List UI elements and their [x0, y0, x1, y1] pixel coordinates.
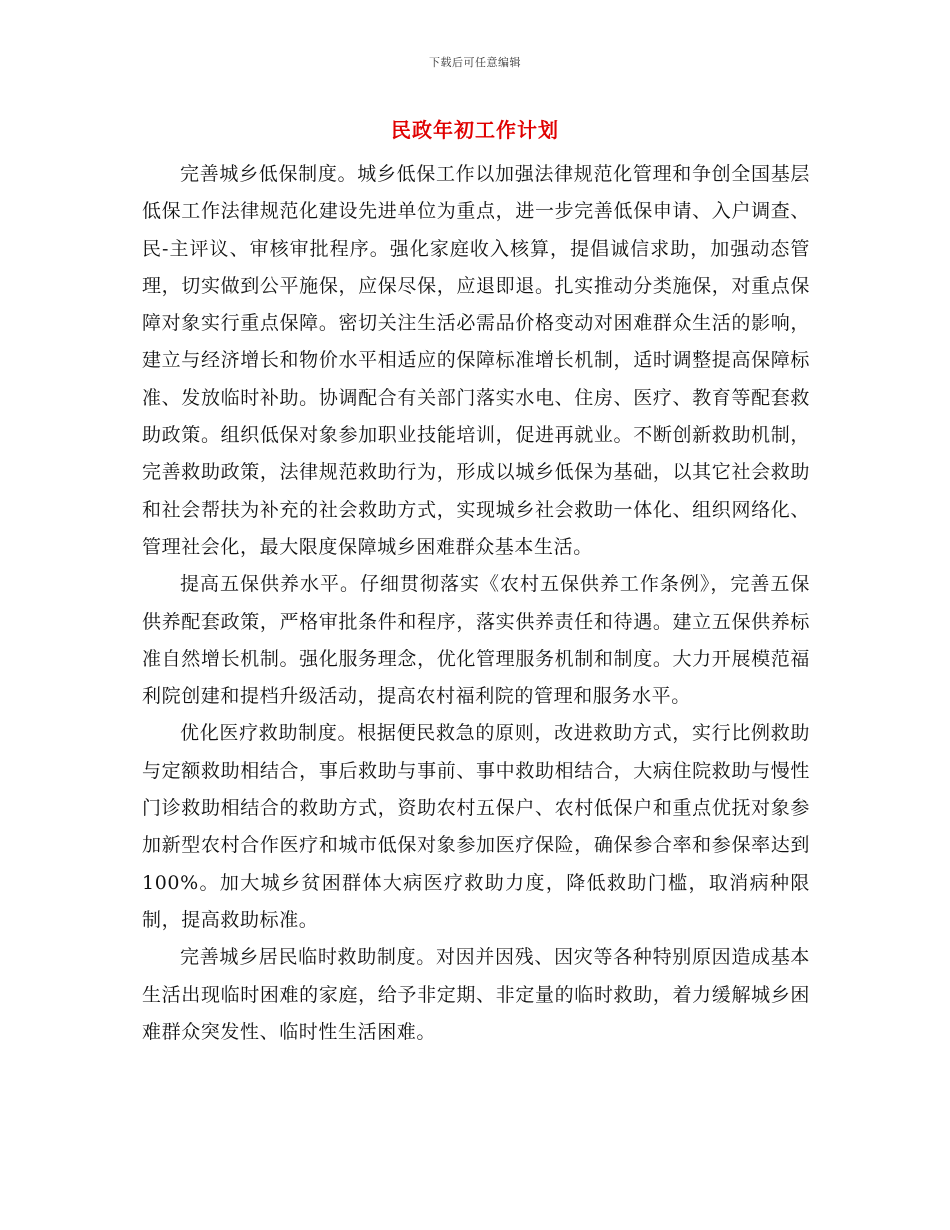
paragraph-rural-urban-subsistence: 完善城乡低保制度。城乡低保工作以加强法律规范化管理和争创全国基层低保工作法律规范化建设先进单位为重点，进一步完善低保申请、入户调查、民-主评议、审核审批程序。强化家庭收入核算，提倡诚信求助，加强动态管理，切实做到公平施保，应保尽保，应退即退。扎实推动分类施保，对重点保障对象实行重点保障。密切关注生活必需品价格变动对困难群众生活的影响，建立与经济增长和物价水平相适应的保障标准增长机制，适时调整提高保障标准、发放临时补助。协调配合有关部门落实水电、住房、医疗、教育等配套救助政策。组织低保对象参加职业技能培训，促进再就业。不断创新救助机制，完善救助政策，法律规范救助行为，形成以城乡低保为基础，以其它社会救助和社会帮扶为补充的社会救助方式，实现城乡社会救助一体化、组织网络化、管理社会化，最大限度保障城乡困难群众基本生活。 — [142, 163, 810, 558]
paragraph-five-guarantees: 提高五保供养水平。仔细贯彻落实《农村五保供养工作条例》，完善五保供养配套政策，严格审批条件和程序，落实供养责任和待遇。建立五保供养标准自然增长机制。强化服务理念，优化管理服务机制和制度。大力开展模范福利院创建和提档升级活动，提高农村福利院的管理和服务水平。 — [142, 573, 810, 708]
paragraph-temporary-assistance: 完善城乡居民临时救助制度。对因并因残、因灾等各种特别原因造成基本生活出现临时困难的家庭，给予非定期、非定量的临时救助，着力缓解城乡困难群众突发性、临时性生活困难。 — [142, 946, 810, 1043]
document-body — [142, 156, 810, 1051]
document-title: 民政年初工作计划 — [391, 118, 559, 142]
header-note: 下载后可任意编辑 — [429, 56, 521, 69]
paragraph-medical-assistance: 优化医疗救助制度。根据便民救急的原则，改进救助方式，实行比例救助与定额救助相结合，事后救助与事前、事中救助相结合，大病住院救助与慢性门诊救助相结合的救助方式，资助农村五保户、农村低保户和重点优抚对象参加新型农村合作医疗和城市低保对象参加医疗保险，确保参合率和参保率达到100%。加大城乡贫困群体大病医疗救助力度，降低救助门槛，取消病种限制，提高救助标准。 — [142, 722, 810, 931]
